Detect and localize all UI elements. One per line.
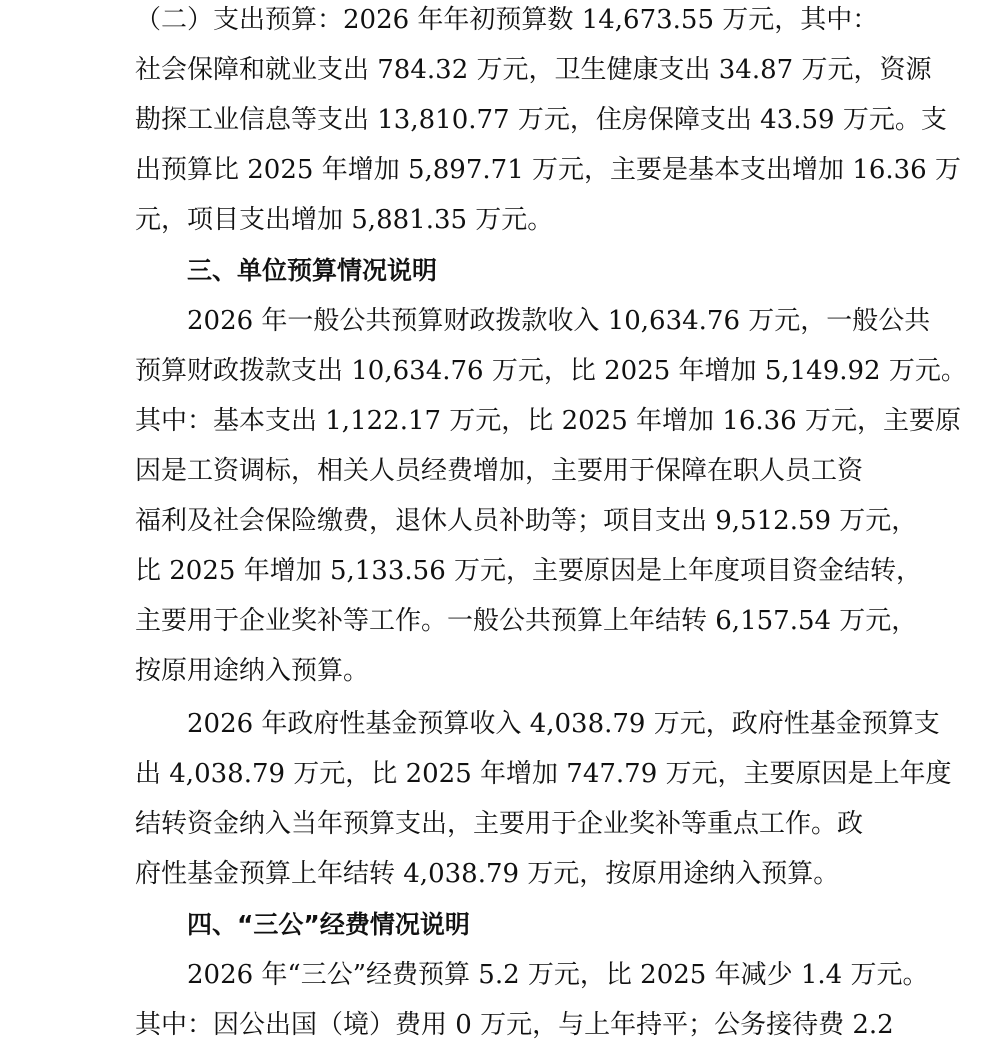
text-line-20: 2026 年“三公”经费预算 5.2 万元，比 2025 年减少 1.4 万元。 <box>187 960 929 990</box>
text-line-7: 2026 年一般公共预算财政拨款收入 10,634.76 万元，一般公共 <box>187 306 931 336</box>
text-line-2: 社会保障和就业支出 784.32 万元，卫生健康支出 34.87 万元，资源 <box>135 55 932 85</box>
text-line-3: 勘探工业信息等支出 13,810.77 万元，住房保障支出 43.59 万元。支 <box>135 105 947 135</box>
text-line-15: 2026 年政府性基金预算收入 4,038.79 万元，政府性基金预算支 <box>187 709 940 739</box>
text-line-17: 结转资金纳入当年预算支出，主要用于企业奖补等重点工作。政 <box>135 809 864 839</box>
section-heading-4: 四、“三公”经费情况说明 <box>187 910 470 939</box>
text-line-5: 元，项目支出增加 5,881.35 万元。 <box>135 205 554 235</box>
text-line-18: 府性基金预算上年结转 4,038.79 万元，按原用途纳入预算。 <box>135 859 840 889</box>
text-line-21: 其中：因公出国（境）费用 0 万元，与上年持平；公务接待费 2.2 <box>135 1010 894 1040</box>
text-line-9: 其中：基本支出 1,122.17 万元，比 2025 年增加 16.36 万元，主要原 <box>135 406 961 436</box>
text-line-14: 按原用途纳入预算。 <box>135 656 370 686</box>
section-heading-3: 三、单位预算情况说明 <box>187 256 438 285</box>
text-line-16: 出 4,038.79 万元，比 2025 年增加 747.79 万元，主要原因是上年度 <box>135 759 952 789</box>
text-line-8: 预算财政拨款支出 10,634.76 万元，比 2025 年增加 5,149.92 万元。 <box>135 356 967 386</box>
text-line-4: 出预算比 2025 年增加 5,897.71 万元，主要是基本支出增加 16.36 万 <box>135 155 961 185</box>
text-line-11: 福利及社会保险缴费，退休人员补助等；项目支出 9,512.59 万元， <box>135 506 918 536</box>
text-line-12: 比 2025 年增加 5,133.56 万元，主要原因是上年度项目资金结转， <box>135 556 923 586</box>
text-line-1: （二）支出预算：2026 年年初预算数 14,673.55 万元，其中： <box>135 5 879 35</box>
text-line-10: 因是工资调标，相关人员经费增加，主要用于保障在职人员工资 <box>135 456 864 486</box>
text-line-13: 主要用于企业奖补等工作。一般公共预算上年结转 6,157.54 万元， <box>135 606 918 636</box>
